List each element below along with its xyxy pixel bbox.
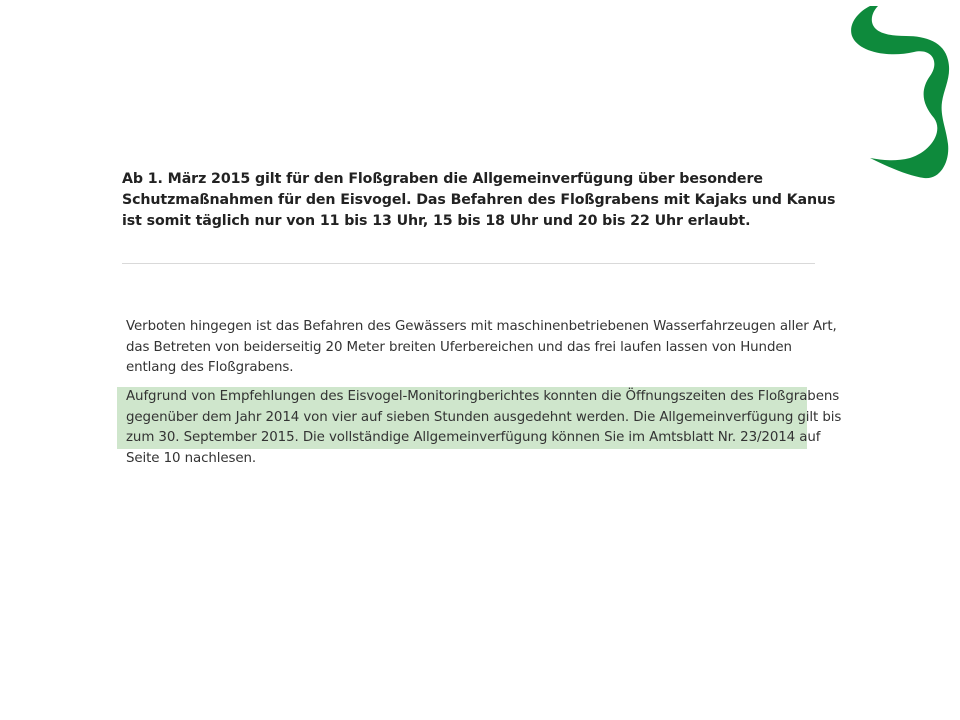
green-wave-logo-icon <box>848 6 952 182</box>
section-divider <box>122 263 815 264</box>
paragraph-highlighted: Aufgrund von Empfehlungen des Eisvogel-Monitoringberichtes konnten die Öffnungszeiten des Floßgrabens gegenüber dem Jahr 2014 von vier auf sieben Stunden ausgedehnt werden. Die Allgemeinverfügung gilt bis zum 30. September 2015. Die vollständige Allgemeinverfügung können Sie im Amtsblatt Nr. 23/2014 auf Seite 10 nachlesen. <box>126 389 842 466</box>
intro-text: Ab 1. März 2015 gilt für den Floßgraben die Allgemeinverfügung über besondere Schutzmaßnahmen für den Eisvogel. Das Befahren des Floßgrabens mit Kajaks und Kanus ist somit täglich nur von 11 bis 13 Uhr, 15 bis 18 Uhr und 20 bis 22 Uhr erlaubt. <box>122 171 836 229</box>
paragraph-prohibitions: Verboten hingegen ist das Befahren des Gewässers mit maschinenbetriebenen Wasserfahrzeugen aller Art, das Betreten von beiderseitig 20 Meter breiten Uferbereichen und das frei laufen lassen von Hunden entlang des Floßgrabens. <box>126 319 837 375</box>
logo-shape <box>851 6 949 178</box>
